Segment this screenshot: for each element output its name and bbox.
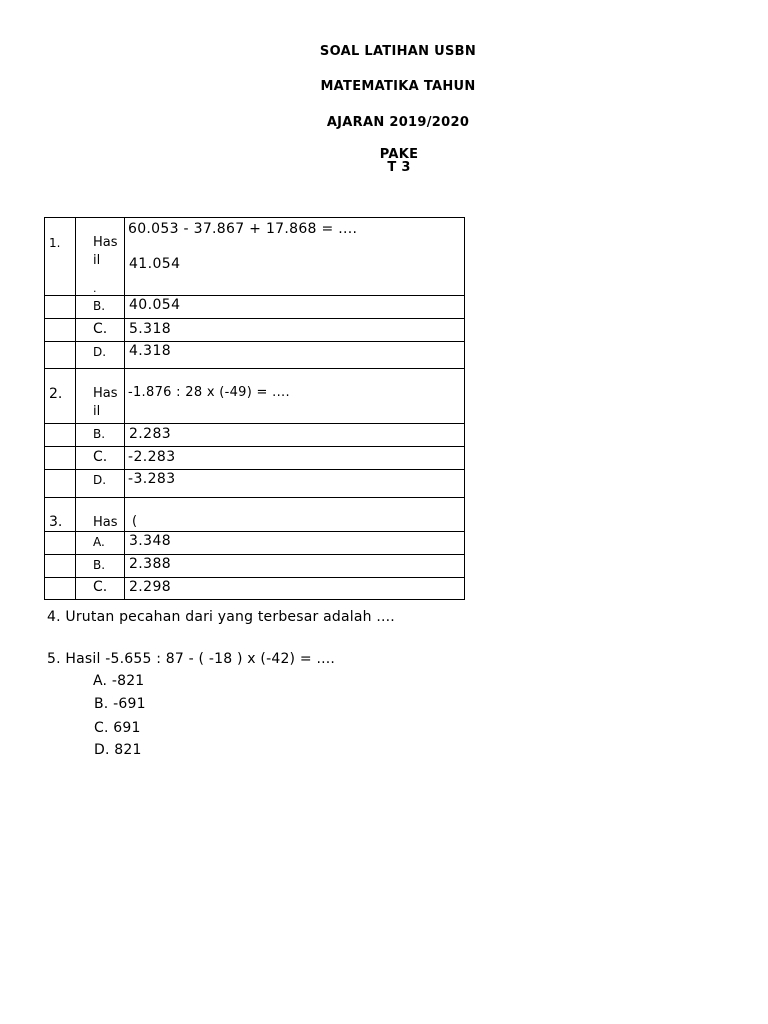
q5-option-b: B. -691 xyxy=(94,696,146,712)
hasil-label-cont: il xyxy=(93,253,101,268)
doc-package xyxy=(15,148,768,174)
question-text: -1.876 : 28 x (-49) = .... xyxy=(128,385,290,400)
q5-option-d: D. 821 xyxy=(94,742,142,758)
option-letter: A. xyxy=(93,535,105,549)
q5-option-a: A. -821 xyxy=(93,673,145,689)
option-value: 2.283 xyxy=(129,426,172,442)
option-letter: B. xyxy=(93,427,106,441)
table-row xyxy=(45,498,465,532)
doc-year: AJARAN 2019/2020 xyxy=(326,115,470,130)
option-value: -3.283 xyxy=(128,471,176,487)
option-value: 3.348 xyxy=(129,533,172,549)
package-label-b: T 3 xyxy=(387,160,411,175)
option-value: 2.298 xyxy=(129,579,172,595)
option-letter: B. xyxy=(93,299,106,313)
hasil-label-cont: il xyxy=(93,404,101,419)
table-row xyxy=(45,532,465,555)
table-row xyxy=(45,218,465,296)
table-row xyxy=(45,424,465,447)
hasil-label: Has xyxy=(93,386,118,401)
option-value: 40.054 xyxy=(129,297,181,313)
hasil-label: Has xyxy=(93,515,118,530)
option-letter: C. xyxy=(93,579,108,595)
doc-subtitle: MATEMATIKA TAHUN xyxy=(320,79,476,94)
option-letter: . xyxy=(93,282,97,295)
q5-option-c: C. 691 xyxy=(94,720,141,736)
option-value: 4.318 xyxy=(129,343,172,359)
question-number: 3. xyxy=(49,514,63,530)
option-value: 2.388 xyxy=(129,556,172,572)
table-row xyxy=(45,470,465,498)
question-number: 2. xyxy=(49,386,63,402)
table-row xyxy=(45,342,465,369)
question-text: 60.053 - 37.867 + 17.868 = .... xyxy=(128,221,358,237)
question-4-text: 4. Urutan pecahan dari yang terbesar adalah .... xyxy=(47,609,395,625)
option-value: -2.283 xyxy=(128,449,176,465)
question-number: 1. xyxy=(49,236,61,250)
doc-title: SOAL LATIHAN USBN xyxy=(319,44,477,59)
option-letter: C. xyxy=(93,321,108,337)
hasil-label: Has xyxy=(93,235,118,250)
question-text: ( xyxy=(132,514,138,529)
table-row xyxy=(45,578,465,600)
question-table xyxy=(44,217,465,600)
table-row xyxy=(45,369,465,424)
question-5-text: 5. Hasil -5.655 : 87 - ( -18 ) x (-42) = .... xyxy=(47,651,336,667)
option-value: 5.318 xyxy=(129,321,172,337)
package-label-a: PAKE xyxy=(379,147,419,162)
option-letter: C. xyxy=(93,449,108,465)
option-letter: D. xyxy=(93,345,107,359)
option-value: 41.054 xyxy=(129,256,181,272)
option-letter: D. xyxy=(93,473,107,487)
option-letter: B. xyxy=(93,558,106,572)
table-row xyxy=(45,296,465,319)
table-row xyxy=(45,555,465,578)
table-row xyxy=(45,447,465,470)
table-row xyxy=(45,319,465,342)
